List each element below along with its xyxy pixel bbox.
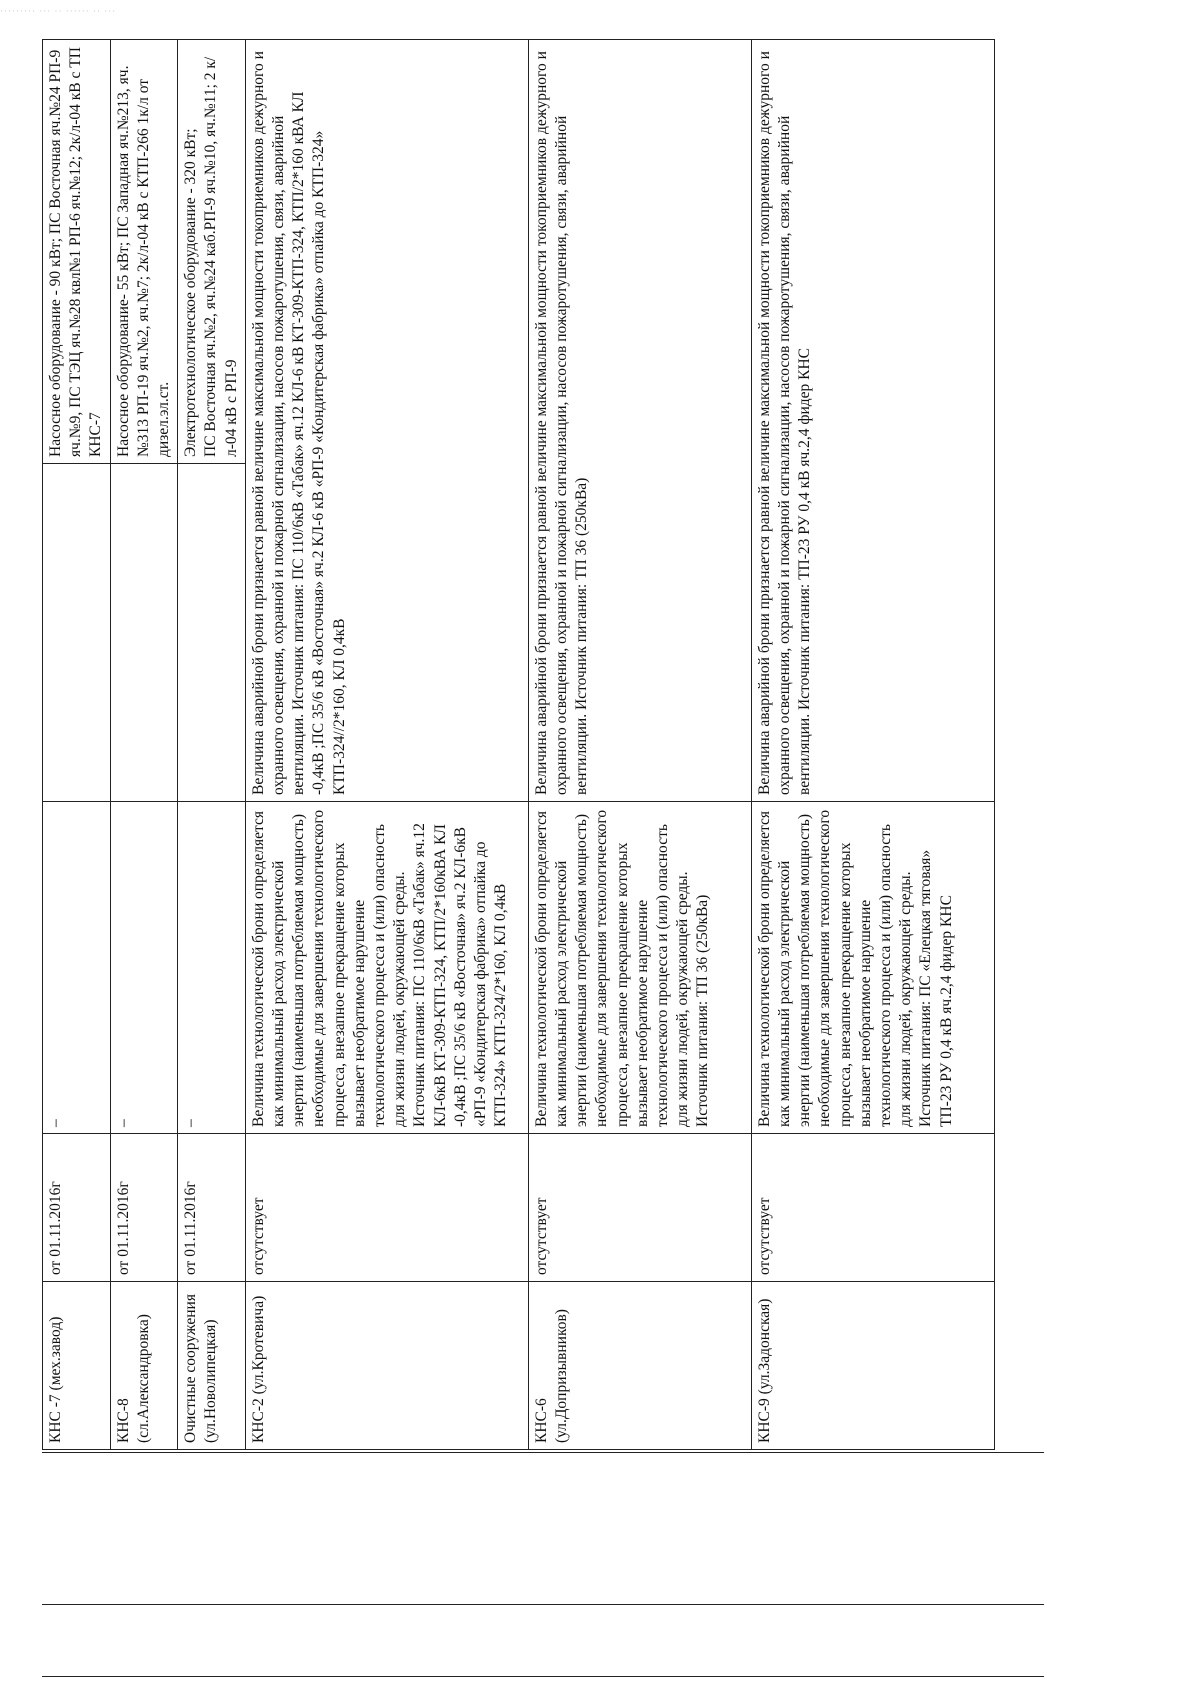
tech-reserve-cell: Величина технологической брони определяется как минимальный расход электрической энергии (наименьшая потребляемая мощность) необходимые для завершения технологического процесса, внезапное прекращение которых вызывает необратимое нарушение технологического процесса и (или) опасность для жизни людей, окружающей среды. Источник питания: ПС «Елецкая тяговая» ТП-23 РУ 0,4 кВ яч.2,4 фидер КНС — [751, 802, 994, 1134]
emergency-reserve-cell: Величина аварийной брони признается равной величине максимальной мощности токоприемников дежурного и охранного освещения, охранной и пожарной сигнализации, насосов пожаротушения, связи, аварийной вентиляции. Источник питания: ПС 110/6кВ «Табак» яч.12 КЛ-6 кВ КТ-309-КТП-324, КТП/2*160 кВА КЛ -0,4кВ ;ПС 35/6 кВ «Восточная» яч.2 КЛ-6 кВ «РП-9 «Кондитерская фабрика» отпайка до КТП-324» КТП-324//2*160, КЛ 0,4кВ — [245, 40, 528, 802]
tech-reserve-detail-cell — [110, 464, 178, 802]
object-name-cell: Очистные сооружения (ул.Новолипецкая) — [178, 1282, 246, 1450]
table-row — [43, 40, 111, 1450]
separator-line — [42, 1604, 1044, 1605]
tech-reserve-cell: Величина технологической брони определяется как минимальный расход электрической энергии (наименьшая потребляемая мощность) необходимые для завершения технологического процесса, внезапное прекращение которых вызывает необратимое нарушение технологического процесса и (или) опасность для жизни людей, окружающей среды. Источник питания: ТП 36 (250кВа) — [528, 802, 751, 1134]
emergency-line: Электротехнологическое оборудование - 320 кВт; — [182, 128, 200, 457]
tech-reserve-cell: Величина технологической брони определяется как минимальный расход электрической энергии (наименьшая потребляемая мощность) необходимые для завершения технологического процесса, внезапное прекращение которых вызывает необратимое нарушение технологического процесса и (или) опасность для жизни людей, окружающей среды. Источник питания: ПС 110/6кВ «Табак» яч.12 КЛ-6кВ КТ-309-КТП-324, КТП/2*160кВА КЛ -0,4кВ ;ПС 35/6 кВ «Восточная» яч.2 КЛ-6кВ «РП-9 «Кондитерская фабрика» отпайка до КТП-324» КТП-324/2*160, КЛ 0,4кВ — [245, 802, 528, 1134]
emergency-reserve-cell — [178, 40, 246, 464]
tech-reserve-detail-cell — [43, 464, 111, 802]
table-row — [110, 40, 178, 1450]
emergency-line: ПС Восточная яч.№2, яч.№24 каб.РП-9 яч.№10, яч.№11; 2 к/л-04 кВ с РП-9 — [202, 56, 240, 457]
tech-reserve-cell: – — [178, 802, 246, 1134]
emergency-reserve-cell: Насосное оборудование - 90 кВт; ПС Восточная яч.№24 РП-9 яч.№9, ПС ТЭЦ яч.№28 квл№1 РП-6 яч.№12; 2к/л-04 кВ с ТП КНС-7 — [43, 40, 111, 464]
consumer-reserve-table — [42, 39, 995, 1450]
table-row — [751, 40, 994, 1450]
status-cell: от 01.11.2016г — [110, 1134, 178, 1282]
object-name-cell: КНС-8 (сл.Александровка) — [110, 1282, 178, 1450]
status-cell: от 01.11.2016г — [43, 1134, 111, 1282]
emergency-reserve-cell: Величина аварийной брони признается равной величине максимальной мощности токоприемников дежурного и охранного освещения, охранной и пожарной сигнализации, насосов пожаротушения, связи, аварийной вентиляции. Источник питания: ТП-23 РУ 0,4 кВ яч.2,4 фидер КНС — [751, 40, 994, 802]
status-cell: отсутствует — [245, 1134, 528, 1282]
object-name-cell: КНС -7 (мех.завод) — [43, 1282, 111, 1450]
table-row — [528, 40, 751, 1450]
tech-reserve-cell: – — [43, 802, 111, 1134]
object-name-cell: КНС-2 (ул.Кротевича) — [245, 1282, 528, 1450]
status-cell: отсутствует — [528, 1134, 751, 1282]
object-name-cell: КНС-6 (ул.Допризывников) — [528, 1282, 751, 1450]
emergency-reserve-cell: Величина аварийной брони признается равной величине максимальной мощности токоприемников дежурного и охранного освещения, охранной и пожарной сигнализации, насосов пожаротушения, связи, аварийной вентиляции. Источник питания: ТП 36 (250кВа) — [528, 40, 751, 802]
table-row — [178, 40, 246, 1450]
rotated-table-page — [42, 40, 1002, 1450]
status-cell: отсутствует — [751, 1134, 994, 1282]
tech-reserve-detail-cell — [178, 464, 246, 802]
separator-line — [42, 1452, 1044, 1453]
separator-line — [42, 1676, 1044, 1677]
scan-artifact-text: ········· ··· ·· ······ ·· ··· — [0, 6, 117, 16]
status-cell: от 01.11.2016г — [178, 1134, 246, 1282]
emergency-reserve-cell: Насосное оборудование- 55 кВт; ПС Западная яч.№213, яч.№313 РП-19 яч.№2, яч.№7; 2к/л-04 кВ с КТП-266 1к/л от дизел.эл.ст. — [110, 40, 178, 464]
tech-reserve-cell: – — [110, 802, 178, 1134]
table-row — [245, 40, 528, 1450]
object-name-cell: КНС-9 (ул.Задонская) — [751, 1282, 994, 1450]
